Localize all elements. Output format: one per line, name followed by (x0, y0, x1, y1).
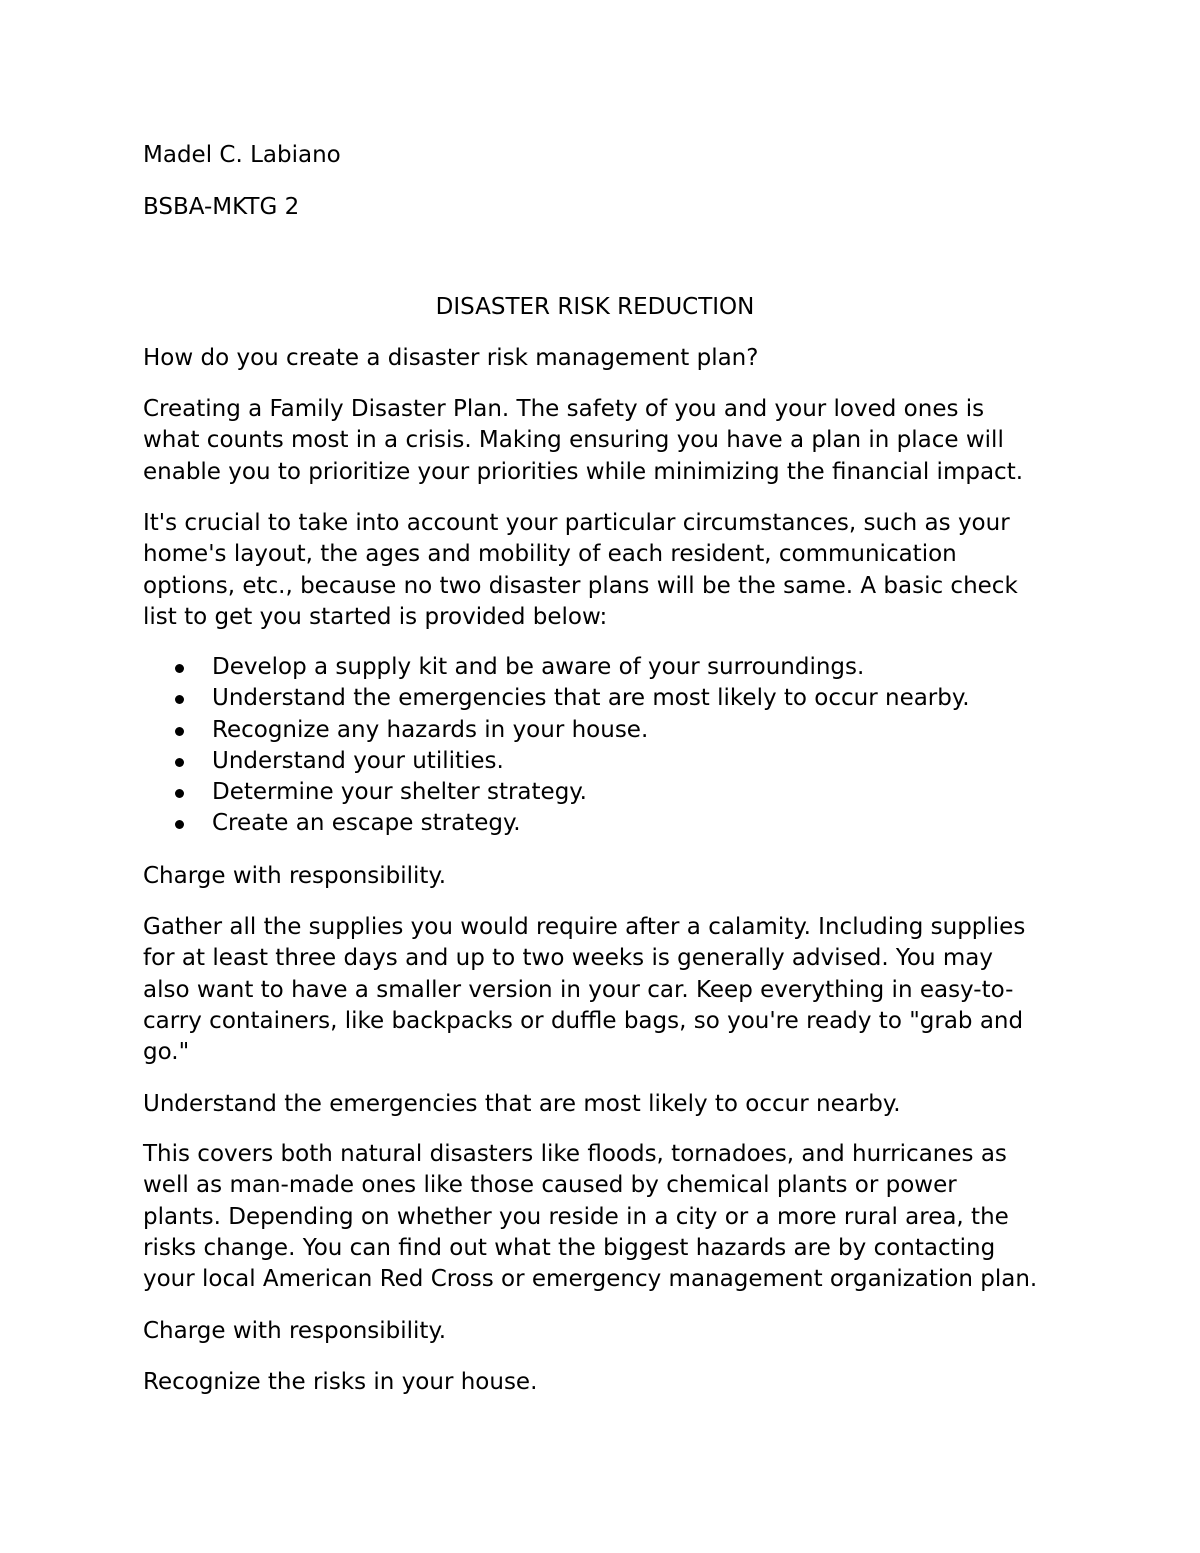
paragraph-line: Gather all the supplies you would require after a calamity. Including supplies (143, 914, 1026, 940)
paragraph-line: It's crucial to take into account your particular circumstances, such as your (143, 510, 1010, 536)
paragraph-line: enable you to prioritize your priorities while minimizing the financial impact. (143, 458, 1024, 485)
section-heading-risks: Recognize the risks in your house. (143, 1369, 538, 1395)
bullet-icon (175, 727, 184, 736)
paragraph-line: list to get you started is provided below: (143, 603, 608, 630)
paragraph-circumstances (143, 508, 1083, 633)
checklist (143, 652, 970, 840)
section-heading-emergencies: Understand the emergencies that are most likely to occur nearby. (143, 1091, 901, 1117)
checklist-item: Create an escape strategy. (143, 808, 970, 839)
bullet-icon (175, 695, 184, 704)
paragraph-line: plants. Depending on whether you reside in a city or a more rural area, the (143, 1203, 1009, 1230)
paragraph-line: risks change. You can find out what the biggest hazards are by contacting (143, 1234, 996, 1261)
paragraph-line: for at least three days and up to two weeks is generally advised. You may (143, 945, 994, 972)
bullet-icon (175, 758, 184, 767)
checklist-item: Recognize any hazards in your house. (143, 715, 970, 746)
paragraph-line: home's layout, the ages and mobility of each resident, communication (143, 541, 957, 568)
paragraph-line: options, etc., because no two disaster plans will be the same. A basic check (143, 572, 1018, 599)
paragraph-line: This covers both natural disasters like floods, tornadoes, and hurricanes as (143, 1141, 1007, 1167)
checklist-item: Understand the emergencies that are most likely to occur nearby. (143, 683, 970, 714)
paragraph-family-plan (143, 394, 1083, 488)
document-title: DISASTER RISK REDUCTION (435, 294, 755, 320)
bullet-icon (175, 820, 184, 829)
bullet-icon (175, 789, 184, 798)
checklist-item: Determine your shelter strategy. (143, 777, 970, 808)
course-code: BSBA-MKTG 2 (143, 194, 300, 220)
section-heading-responsibility-2: Charge with responsibility. (143, 1318, 447, 1344)
section-heading-responsibility: Charge with responsibility. (143, 863, 447, 889)
bullet-icon (175, 664, 184, 673)
checklist-item: Develop a supply kit and be aware of your surroundings. (143, 652, 970, 683)
paragraph-line: go." (143, 1039, 190, 1066)
author-name: Madel C. Labiano (143, 142, 341, 168)
checklist-item: Understand your utilities. (143, 746, 970, 777)
paragraph-supplies (143, 912, 1083, 1068)
paragraph-line: what counts most in a crisis. Making ensuring you have a plan in place will (143, 427, 1004, 454)
paragraph-disasters (143, 1139, 1083, 1295)
paragraph-line: carry containers, like backpacks or duffle bags, so you're ready to "grab and (143, 1007, 1024, 1034)
paragraph-line: well as man-made ones like those caused by chemical plants or power (143, 1172, 957, 1199)
question-line: How do you create a disaster risk management plan? (143, 345, 759, 371)
paragraph-line: your local American Red Cross or emergency management organization plan. (143, 1266, 1038, 1293)
paragraph-line: also want to have a smaller version in your car. Keep everything in easy-to- (143, 976, 1014, 1003)
paragraph-line: Creating a Family Disaster Plan. The safety of you and your loved ones is (143, 396, 985, 422)
